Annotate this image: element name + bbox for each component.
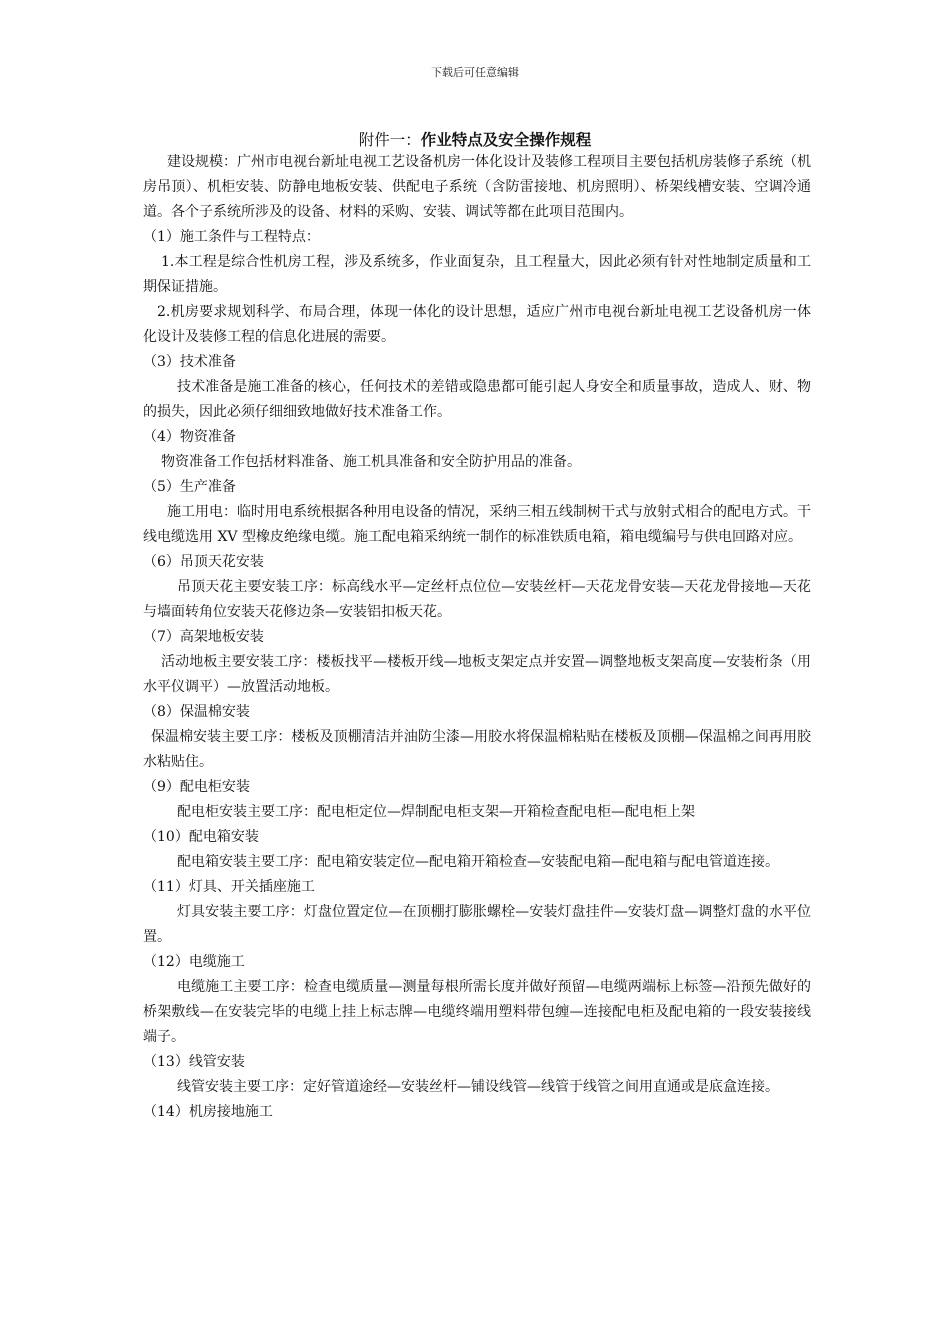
paragraph-lighting: 灯具安装主要工序：灯盘位置定位—在顶棚打膨胀螺栓—安装灯盘挂件—安装灯盘—调整灯盘的水平位置。 (143, 904, 811, 945)
paragraph-ceiling: 吊顶天花主要安装工序：标高线水平—定丝杆点位位—安装丝杆—天花龙骨安装—天花龙骨接地—天花与墙面转角位安装天花修边条—安装铝扣板天花。 (143, 579, 811, 620)
title-main: 作业特点及安全操作规程 (420, 130, 592, 149)
paragraph-material-prep: 物资准备工作包括材料准备、施工机具准备和安全防护用品的准备。 (161, 454, 581, 470)
heading-8: （8）保温棉安装 (143, 704, 250, 720)
paragraph-scope: 建设规模：广州市电视台新址电视工艺设备机房一体化设计及装修工程项目主要包括机房装修子系统（机房吊顶）、机柜安装、防静电地板安装、供配电子系统（含防雷接地、机房照明）、桥架线槽安装、空调冷通道。各个子系统所涉及的设备、材料的采购、安装、调试等都在此项目范围内。 (143, 154, 811, 220)
heading-14: （14）机房接地施工 (143, 1104, 273, 1120)
heading-13: （13）线管安装 (143, 1054, 245, 1070)
heading-11: （11）灯具、开关插座施工 (143, 879, 315, 895)
heading-10: （10）配电箱安装 (143, 829, 259, 845)
heading-6: （6）吊顶天花安装 (143, 554, 264, 570)
heading-3: （3）技术准备 (143, 354, 236, 370)
heading-4: （4）物资准备 (143, 429, 236, 445)
paragraph-raised-floor: 活动地板主要安装工序：楼板找平—楼板开线—地板支架定点并安置—调整地板支架高度—安装桁条（用水平仪调平）—放置活动地板。 (143, 654, 811, 695)
page-title (0, 128, 950, 150)
heading-7: （7）高架地板安装 (143, 629, 264, 645)
heading-12: （12）电缆施工 (143, 954, 245, 970)
heading-9: （9）配电柜安装 (143, 779, 250, 795)
heading-1: （1）施工条件与工程特点： (143, 229, 320, 245)
paragraph-item-2: 2.机房要求规划科学、布局合理，体现一体化的设计思想，适应广州市电视台新址电视工艺设备机房一体化设计及装修工程的信息化进展的需要。 (143, 304, 811, 345)
paragraph-distribution-box: 配电箱安装主要工序：配电箱安装定位—配电箱开箱检查—安装配电箱—配电箱与配电管道连接。 (177, 854, 779, 870)
paragraph-cable: 电缆施工主要工序：检查电缆质量—测量每根所需长度并做好预留—电缆两端标上标签—沿预先做好的桥架敷线—在安装完毕的电缆上挂上标志牌—电缆终端用塑料带包缠—连接配电柜及配电箱的一段安装接线端子。 (143, 979, 811, 1045)
paragraph-conduit: 线管安装主要工序：定好管道途经—安装丝杆—铺设线管—线管于线管之间用直通或是底盒连接。 (177, 1079, 779, 1095)
paragraph-distribution-cabinet: 配电柜安装主要工序：配电柜定位—焊制配电柜支架—开箱检查配电柜—配电柜上架 (177, 804, 695, 820)
heading-5: （5）生产准备 (143, 479, 236, 495)
paragraph-production-prep: 施工用电：临时用电系统根据各种用电设备的情况，采纳三相五线制树干式与放射式相合的配电方式。干线电缆选用 XV 型橡皮绝缘电缆。施工配电箱采纳统一制作的标准铁质电箱，箱电缆编号与供电回路对应。 (143, 504, 811, 545)
paragraph-insulation: 保温棉安装主要工序：楼板及顶棚清洁并油防尘漆—用胶水将保温棉粘贴在楼板及顶棚—保温棉之间再用胶水粘贴住。 (143, 729, 811, 770)
title-prefix: 附件一： (358, 131, 421, 149)
header-note: 下载后可任意编辑 (431, 66, 519, 79)
paragraph-tech-prep: 技术准备是施工准备的核心，任何技术的差错或隐患都可能引起人身安全和质量事故，造成人、财、物的损失，因此必须仔细细致地做好技术准备工作。 (143, 379, 811, 420)
paragraph-item-1: 1.本工程是综合性机房工程，涉及系统多，作业面复杂，且工程量大，因此必须有针对性地制定质量和工期保证措施。 (143, 254, 811, 295)
document-body (143, 150, 811, 1125)
